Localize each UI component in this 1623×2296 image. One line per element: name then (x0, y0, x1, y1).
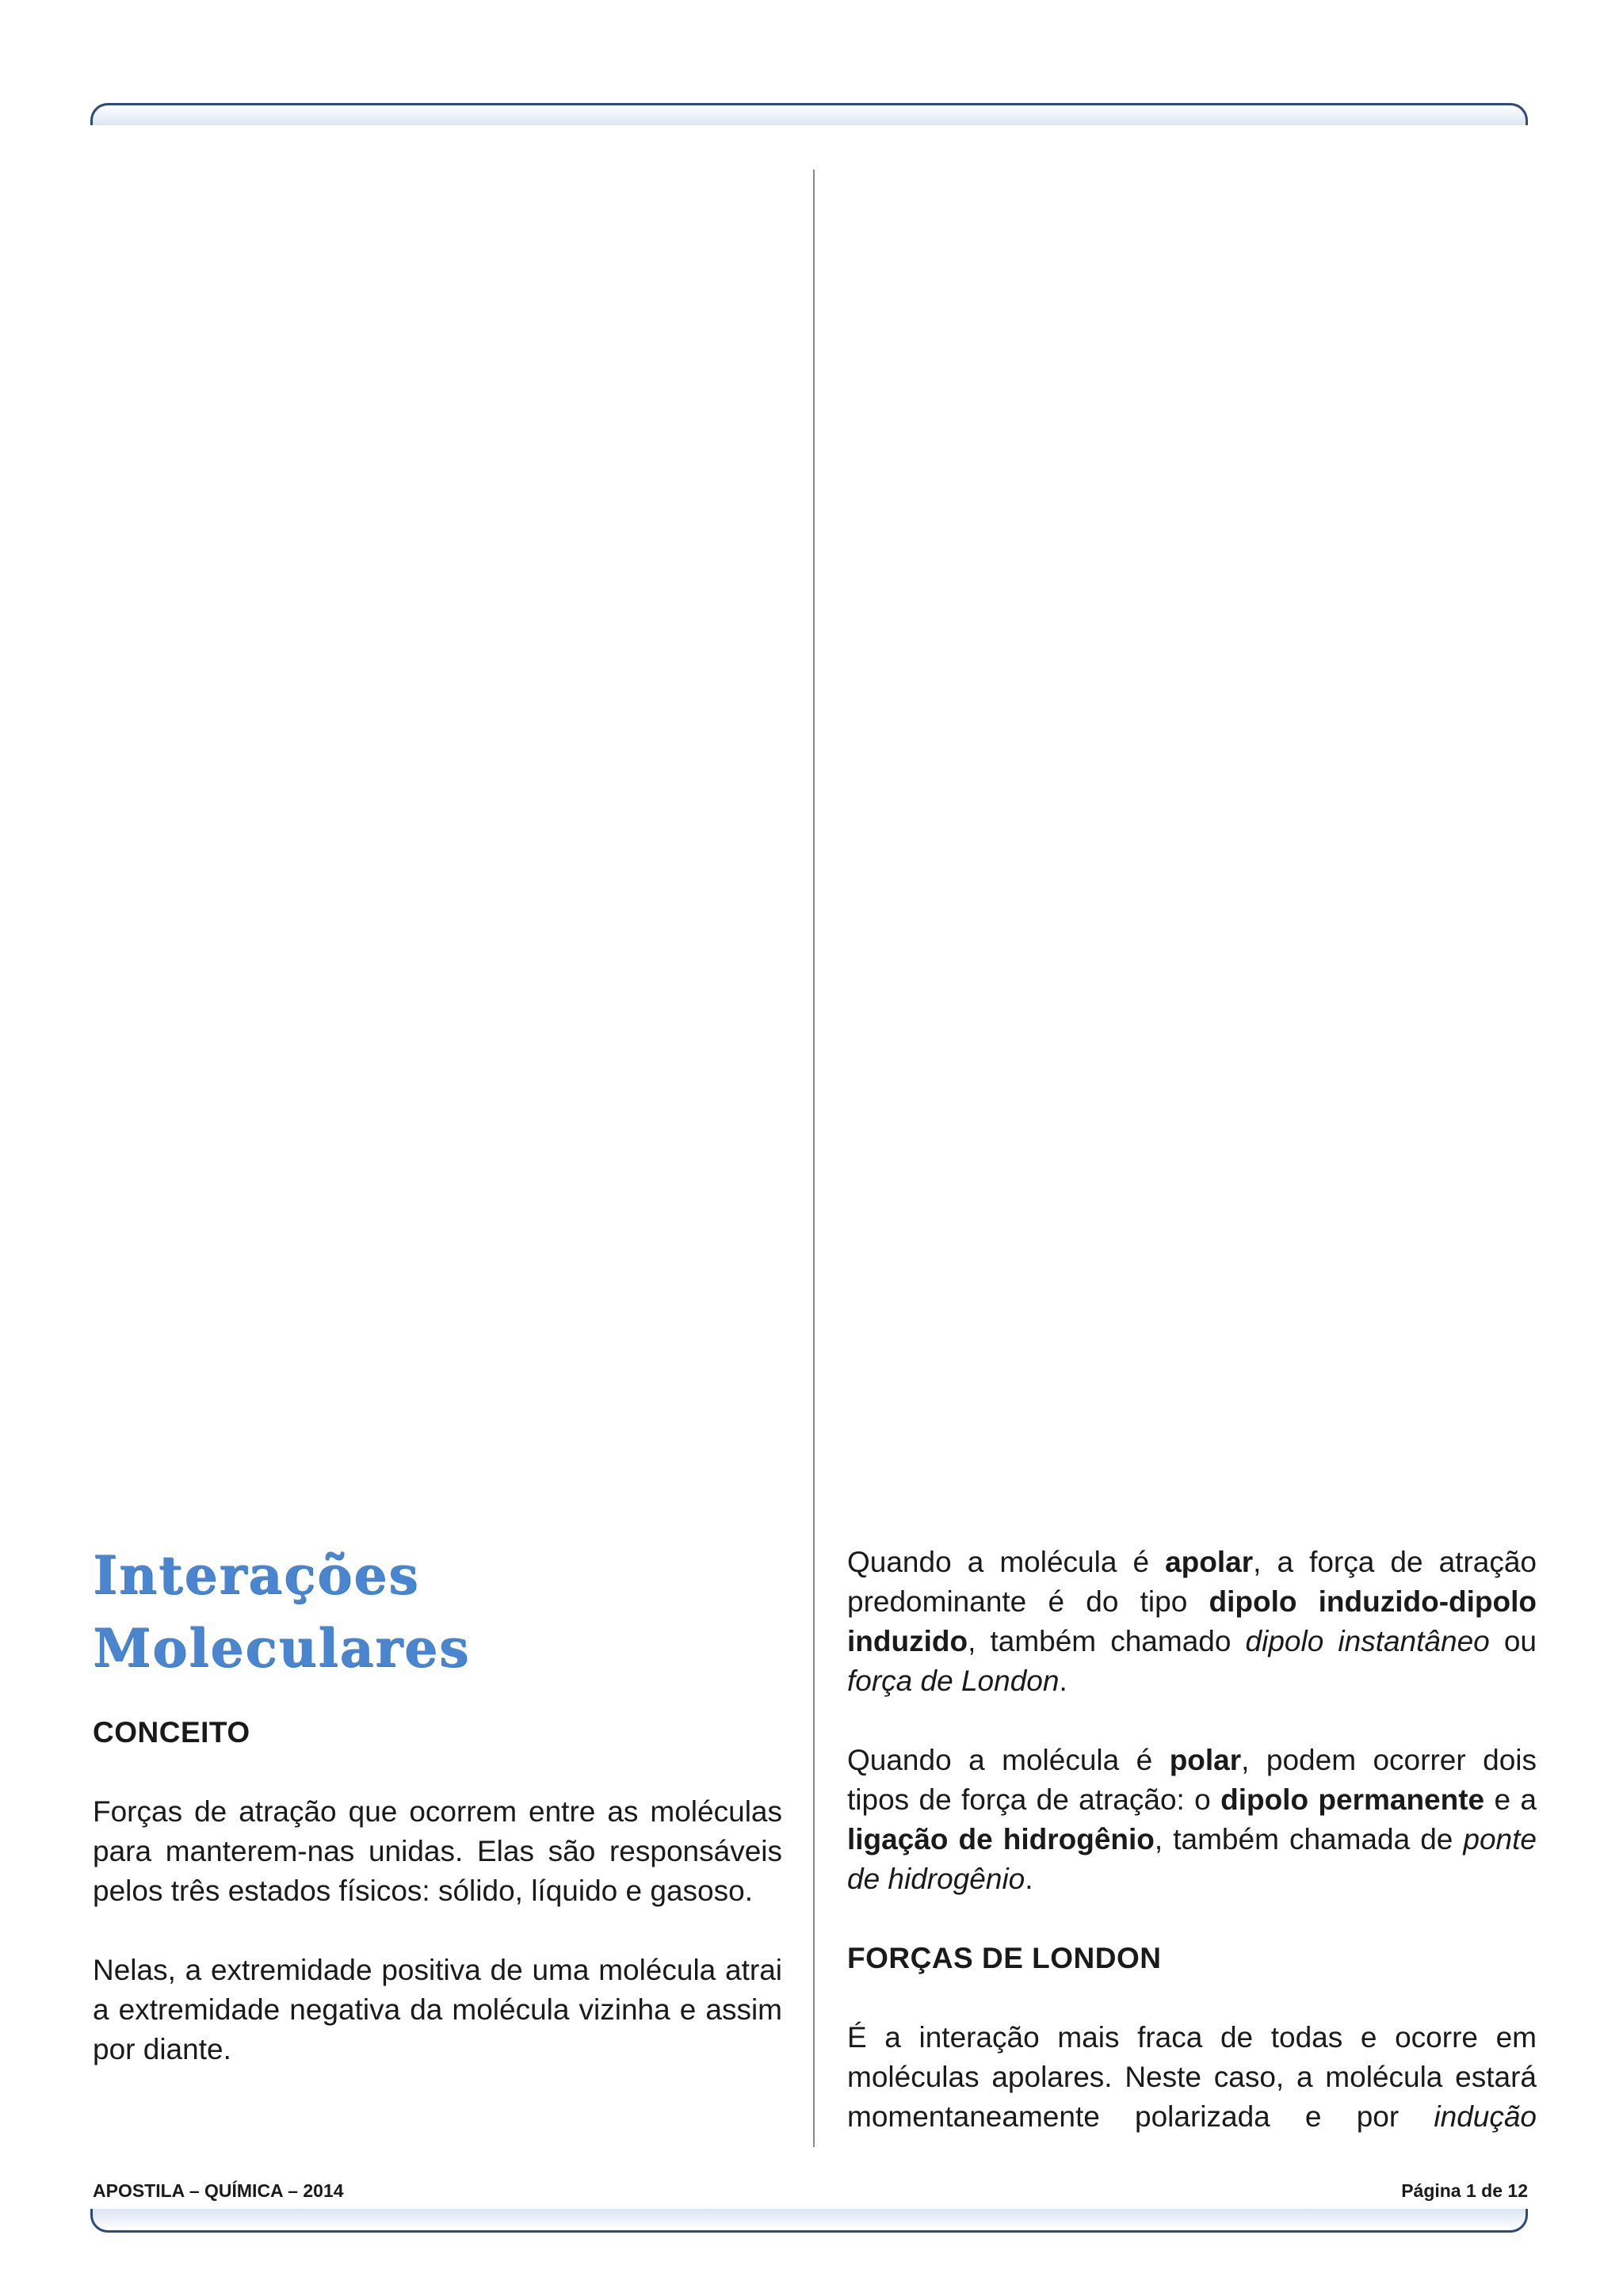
text-run: . (1059, 1665, 1067, 1697)
bold-term-dipolo-induzido: dipolo induzido-dipolo induzido (847, 1585, 1537, 1657)
text-run: , também chamada de (1154, 1823, 1464, 1855)
text-run: , a força de atração predominante é do tipo (847, 1546, 1537, 1618)
bold-term-apolar: apolar (1165, 1546, 1254, 1578)
footer-decoration-bar (90, 2209, 1528, 2233)
text-run: ou (1489, 1625, 1537, 1657)
column-divider (813, 170, 815, 2147)
text-run: e a (1484, 1783, 1537, 1816)
text-run: , podem ocorrer dois tipos de força de atração: o (847, 1744, 1537, 1816)
italic-term-inducao: indução (1434, 2100, 1537, 2133)
footer-document-label: APOSTILA – QUÍMICA – 2014 (93, 2180, 344, 2201)
text-run: , também chamado (968, 1625, 1246, 1657)
italic-term-forca-de-london: força de London (847, 1665, 1060, 1697)
text-run: Quando a molécula é (847, 1744, 1170, 1776)
italic-term-ponte-de-hidrogenio: ponte de hidrogênio (847, 1823, 1537, 1895)
left-column (93, 1539, 782, 2109)
bold-term-polar: polar (1169, 1744, 1242, 1776)
paragraph-london (847, 2018, 1537, 2137)
bold-term-dipolo-permanente: dipolo permanente (1220, 1783, 1485, 1816)
text-run: Quando a molécula é (847, 1546, 1166, 1578)
footer-page-number: Página 1 de 12 (1401, 2180, 1528, 2201)
section-heading-conceito: CONCEITO (93, 1716, 250, 1749)
header-decoration-bar (90, 103, 1528, 125)
paragraph-polar (847, 1741, 1537, 1899)
text-run: É a interação mais fraca de todas e ocorre em moléculas apolares. Neste caso, a molécula estará momentaneamente polarizada e por (847, 2021, 1537, 2133)
title-line-1: Interações (93, 1544, 420, 1606)
document-title (93, 1539, 782, 1684)
italic-term-dipolo-instantaneo: dipolo instantâneo (1245, 1625, 1490, 1657)
bold-term-ligacao-de-hidrogenio: ligação de hidrogênio (847, 1823, 1155, 1855)
text-run: . (1025, 1863, 1033, 1895)
title-line-2: Moleculares (93, 1617, 471, 1679)
paragraph-extremities: Nelas, a extremidade positiva de uma molécula atrai a extremidade negativa da molécula vizinha e assim por diante. (93, 1954, 782, 2065)
paragraph-concept: Forças de atração que ocorrem entre as moléculas para manterem-nas unidas. Elas são responsáveis pelos três estados físicos: sólido, líquido e gasoso. (93, 1795, 782, 1907)
paragraph-apolar (847, 1543, 1537, 1701)
right-column (847, 1543, 1537, 2176)
section-heading-forcas-de-london: FORÇAS DE LONDON (847, 1942, 1162, 1974)
